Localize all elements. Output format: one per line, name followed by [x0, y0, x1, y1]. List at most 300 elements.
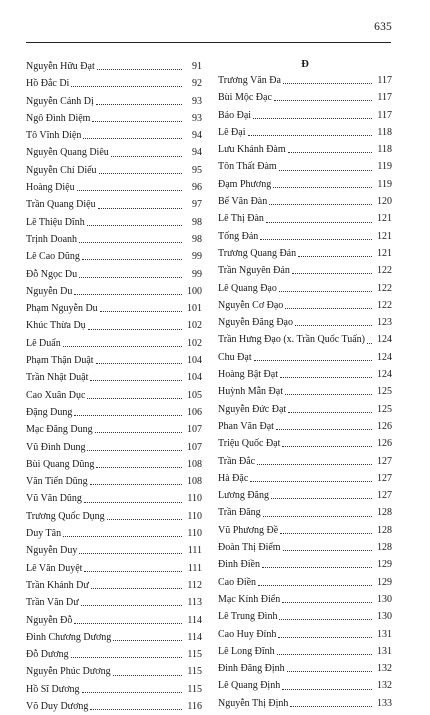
leader-dots: [282, 689, 372, 690]
leader-dots: [276, 429, 372, 430]
index-entry: [26, 369, 202, 386]
entry-name: Mạc Kính Điển: [218, 593, 281, 605]
index-entry: [26, 214, 202, 231]
leader-dots: [282, 446, 372, 447]
leader-dots: [91, 588, 182, 589]
entry-page-number: 104: [187, 355, 202, 367]
entry-page-number: 115: [187, 666, 202, 678]
section-letter-heading: Đ: [301, 59, 309, 70]
leader-dots: [88, 329, 182, 330]
leader-dots: [280, 533, 372, 534]
entry-page-number: 131: [377, 645, 392, 657]
entry-page-number: 121: [377, 230, 392, 242]
entry-page-number: 119: [377, 178, 392, 190]
leader-dots: [90, 380, 182, 381]
index-entry: [26, 58, 202, 75]
leader-dots: [288, 152, 372, 153]
entry-name: Trần Đăng: [218, 507, 261, 519]
entry-name: Lê Duẩn: [26, 337, 61, 349]
leader-dots: [277, 654, 372, 655]
entry-page-number: 106: [187, 406, 202, 418]
index-entry: [26, 663, 202, 680]
leader-dots: [285, 394, 372, 395]
entry-page-number: 131: [377, 628, 392, 640]
leader-dots: [113, 640, 182, 641]
index-entry: [218, 643, 392, 660]
entry-name: Trần Đắc: [218, 455, 256, 467]
index-entry: [26, 283, 202, 300]
entry-page-number: 102: [187, 320, 202, 332]
entry-page-number: 97: [192, 199, 202, 211]
entry-name: Lương Đăng: [218, 490, 269, 502]
index-entry: [26, 93, 202, 110]
index-entry: [26, 594, 202, 611]
entry-name: Tống Đản: [218, 230, 259, 242]
entry-name: Lê Quang Định: [218, 680, 281, 692]
entry-name: Huỳnh Mẫn Đạt: [218, 386, 283, 398]
leader-dots: [295, 325, 372, 326]
entry-name: Mạc Đăng Dung: [26, 424, 93, 436]
index-entry: [218, 228, 392, 245]
entry-page-number: 122: [377, 299, 392, 311]
leader-dots: [258, 585, 372, 586]
leader-dots: [263, 516, 372, 517]
index-entry: [26, 646, 202, 663]
leader-dots: [81, 605, 182, 606]
entry-page-number: 92: [192, 78, 202, 90]
entry-page-number: 127: [377, 490, 392, 502]
entry-name: Đinh Điền: [218, 559, 260, 571]
index-entry: [26, 490, 202, 507]
entry-page-number: 95: [192, 164, 202, 176]
entry-page-number: 111: [187, 545, 202, 557]
leader-dots: [262, 567, 372, 568]
entry-page-number: 107: [187, 424, 202, 436]
entry-name: Nguyễn Cơ Đạo: [218, 299, 284, 311]
leader-dots: [96, 363, 182, 364]
leader-dots: [74, 294, 182, 295]
entry-name: Bùi Quang Dũng: [26, 458, 95, 470]
entry-page-number: 91: [192, 61, 202, 72]
index-entry: [218, 539, 392, 556]
leader-dots: [100, 311, 182, 312]
index-entry: [218, 297, 392, 314]
index-entry: [218, 574, 392, 591]
leader-dots: [95, 432, 182, 433]
index-entry: [218, 193, 392, 210]
index-entry: [26, 439, 202, 456]
entry-name: Nguyễn Du: [26, 285, 73, 297]
entry-page-number: 129: [377, 559, 392, 571]
index-entry: [26, 404, 202, 421]
index-entry: [26, 144, 202, 161]
entry-name: Tô Vĩnh Diện: [26, 130, 82, 142]
entry-page-number: 121: [377, 213, 392, 225]
entry-page-number: 112: [187, 579, 202, 591]
leader-dots: [274, 100, 372, 101]
leader-dots: [83, 138, 182, 139]
index-entry: [26, 698, 202, 715]
entry-page-number: 94: [192, 147, 202, 159]
entry-page-number: 116: [187, 700, 202, 712]
entry-page-number: 99: [192, 268, 202, 280]
entry-page-number: 126: [377, 420, 392, 432]
entry-page-number: 124: [377, 369, 392, 381]
entry-page-number: 125: [377, 386, 392, 398]
entry-page-number: 117: [377, 109, 392, 121]
entry-page-number: 114: [187, 614, 202, 626]
index-entry: [218, 89, 392, 106]
entry-name: Chu Đạt: [218, 351, 252, 363]
entry-page-number: 126: [377, 438, 392, 450]
entry-page-number: 110: [187, 528, 202, 540]
index-entry: [218, 141, 392, 158]
entry-name: Võ Duy Dương: [26, 700, 89, 712]
leader-dots: [79, 553, 182, 554]
index-column-left: [26, 58, 202, 715]
entry-name: Trần Nhật Duật: [26, 372, 89, 384]
entry-name: Nguyễn Đỗ: [26, 614, 73, 626]
index-entry: [218, 366, 392, 383]
leader-dots: [260, 239, 372, 240]
leader-dots: [84, 502, 182, 503]
leader-dots: [82, 692, 183, 693]
entry-name: Nguyễn Chí Diểu: [26, 164, 97, 176]
entry-page-number: 124: [377, 351, 392, 363]
entry-page-number: 122: [377, 265, 392, 277]
entry-name: Bế Văn Đàn: [218, 196, 268, 208]
leader-dots: [90, 709, 182, 710]
leader-dots: [283, 550, 372, 551]
leader-dots: [298, 256, 372, 257]
leader-dots: [279, 619, 372, 620]
entry-page-number: 115: [187, 649, 202, 661]
leader-dots: [79, 242, 182, 243]
entry-page-number: 128: [377, 542, 392, 554]
entry-name: Đỗ Dương: [26, 649, 69, 661]
index-entry: [26, 75, 202, 92]
entry-name: Lê Quang Đạo: [218, 282, 277, 294]
leader-dots: [71, 657, 182, 658]
entry-name: Trương Quang Đản: [218, 247, 297, 259]
leader-dots: [285, 308, 372, 309]
index-entry: [26, 612, 202, 629]
entry-page-number: 110: [187, 493, 202, 505]
leader-dots: [111, 156, 182, 157]
entry-page-number: 130: [377, 593, 392, 605]
entry-name: Nguyễn Hữu Đạt: [26, 61, 95, 72]
index-entry: [218, 280, 392, 297]
index-entry: [218, 383, 392, 400]
entry-page-number: 108: [187, 476, 202, 488]
entry-page-number: 93: [192, 95, 202, 107]
entry-page-number: 113: [187, 597, 202, 609]
index-entry: [26, 525, 202, 542]
leader-dots: [99, 173, 182, 174]
index-entry: [218, 695, 392, 712]
entry-page-number: 96: [192, 182, 202, 194]
leader-dots: [79, 277, 182, 278]
leader-dots: [96, 467, 182, 468]
leader-dots: [71, 86, 182, 87]
leader-dots: [77, 190, 182, 191]
index-entry: [218, 470, 392, 487]
entry-name: Vũ Văn Dũng: [26, 493, 82, 505]
entry-name: Trần Khánh Dư: [26, 579, 89, 591]
entry-name: Lê Long Đĩnh: [218, 645, 275, 657]
index-entry: [26, 508, 202, 525]
leader-dots: [63, 536, 182, 537]
entry-page-number: 130: [377, 611, 392, 623]
index-entry: [218, 418, 392, 435]
entry-page-number: 104: [187, 372, 202, 384]
entry-name: Đỗ Ngọc Du: [26, 268, 78, 280]
entry-name: Tôn Thất Đàm: [218, 161, 277, 173]
index-entry: [218, 107, 392, 124]
entry-name: Lê Thiệu Dĩnh: [26, 216, 85, 228]
entry-page-number: 108: [187, 458, 202, 470]
index-entry: [218, 504, 392, 521]
entry-name: Cao Xuân Dục: [26, 389, 86, 401]
entry-name: Đoàn Thị Điểm: [218, 542, 281, 554]
index-entry: [26, 335, 202, 352]
entry-name: Vũ Đình Dung: [26, 441, 86, 453]
leader-dots: [278, 637, 372, 638]
index-entry: [218, 124, 392, 141]
index-entry: [26, 127, 202, 144]
leader-dots: [82, 259, 182, 260]
index-entry: [26, 387, 202, 404]
entry-name: Phạm Thận Duật: [26, 355, 94, 367]
entry-page-number: 114: [187, 631, 202, 643]
leader-dots: [273, 187, 372, 188]
leader-dots: [87, 398, 182, 399]
entry-page-number: 102: [187, 337, 202, 349]
leader-dots: [292, 273, 372, 274]
leader-dots: [84, 571, 182, 572]
entry-name: Bảo Đại: [218, 109, 252, 121]
leader-dots: [90, 484, 182, 485]
index-entry: [218, 158, 392, 175]
entry-name: Hồ Đắc Di: [26, 78, 70, 90]
entry-page-number: 125: [377, 403, 392, 415]
entry-page-number: 94: [192, 130, 202, 142]
entry-page-number: 117: [377, 92, 392, 104]
entry-name: Trương Quốc Dụng: [26, 510, 105, 522]
index-entry: [26, 162, 202, 179]
leader-dots: [87, 450, 182, 451]
leader-dots: [279, 170, 372, 171]
leader-dots: [254, 360, 372, 361]
index-entry: [26, 542, 202, 559]
leader-dots: [287, 671, 372, 672]
index-entry: [26, 317, 202, 334]
entry-name: Nguyễn Cảnh Dị: [26, 95, 94, 107]
leader-dots: [271, 498, 372, 499]
entry-page-number: 105: [187, 389, 202, 401]
entry-page-number: 132: [377, 680, 392, 692]
index-entry: [218, 660, 392, 677]
entry-page-number: 124: [377, 334, 392, 346]
index-entry: [26, 179, 202, 196]
index-entry: [26, 473, 202, 490]
entry-name: Trịnh Doanh: [26, 233, 78, 245]
entry-page-number: 123: [377, 317, 392, 329]
entry-page-number: 133: [377, 697, 392, 709]
entry-name: Nguyễn Đăng Đạo: [218, 317, 293, 329]
index-entry: [218, 314, 392, 331]
index-entry: [26, 560, 202, 577]
index-entry: [26, 352, 202, 369]
entry-name: Vũ Phương Đề: [218, 524, 279, 536]
leader-dots: [280, 377, 372, 378]
entry-name: Phạm Nguyễn Du: [26, 303, 98, 315]
leader-dots: [113, 675, 182, 676]
leader-dots: [98, 208, 182, 209]
index-entry: [26, 266, 202, 283]
index-entry: [26, 231, 202, 248]
entry-name: Nguyễn Đức Đạt: [218, 403, 287, 415]
leader-dots: [96, 104, 182, 105]
entry-name: Hoàng Bật Đạt: [218, 369, 278, 381]
leader-dots: [87, 225, 182, 226]
leader-dots: [266, 222, 372, 223]
index-entry: [26, 456, 202, 473]
leader-dots: [248, 135, 373, 136]
entry-name: Cao Điền: [218, 576, 257, 588]
index-entry: [26, 110, 202, 127]
index-entry: [218, 72, 392, 89]
leader-dots: [63, 346, 182, 347]
index-entry: [218, 435, 392, 452]
entry-page-number: 122: [377, 282, 392, 294]
entry-page-number: 128: [377, 524, 392, 536]
entry-name: Lê Thị Đàn: [218, 213, 264, 225]
entry-name: Hoàng Diệu: [26, 182, 75, 194]
entry-page-number: 101: [187, 303, 202, 315]
entry-name: Hồ Sĩ Dương: [26, 683, 80, 695]
leader-dots: [288, 412, 372, 413]
entry-name: Nguyễn Quang Diêu: [26, 147, 109, 159]
page-number: 635: [374, 21, 392, 33]
entry-page-number: 127: [377, 455, 392, 467]
index-entry: [26, 196, 202, 213]
entry-name: Trần Văn Dư: [26, 597, 79, 609]
entry-name: Hà Đặc: [218, 472, 249, 484]
index-entry: [218, 331, 392, 348]
entry-name: Duy Tân: [26, 528, 62, 540]
entry-page-number: 115: [187, 683, 202, 695]
index-entry: [218, 556, 392, 573]
leader-dots: [92, 121, 182, 122]
index-entry: [218, 626, 392, 643]
index-entry: [26, 629, 202, 646]
leader-dots: [74, 623, 182, 624]
entry-name: Đinh Chương Dương: [26, 631, 112, 643]
entry-page-number: 118: [377, 126, 392, 138]
entry-name: Trần Quang Diệu: [26, 199, 96, 211]
index-entry: [26, 300, 202, 317]
entry-name: Lê Văn Duyệt: [26, 562, 83, 574]
index-entry: [26, 421, 202, 438]
leader-dots: [279, 291, 372, 292]
index-entry: [218, 591, 392, 608]
entry-page-number: 98: [192, 233, 202, 245]
entry-name: Lê Cao Dũng: [26, 251, 80, 263]
leader-dots: [367, 343, 372, 344]
entry-name: Đặng Dung: [26, 406, 73, 418]
index-entry: [218, 522, 392, 539]
leader-dots: [253, 118, 372, 119]
entry-name: Khúc Thừa Dụ: [26, 320, 86, 332]
index-entry: [218, 487, 392, 504]
entry-name: Ngô Đình Diệm: [26, 112, 91, 124]
entry-page-number: 111: [187, 562, 202, 574]
entry-name: Triệu Quốc Đạt: [218, 438, 281, 450]
entry-name: Nguyễn Thị Định: [218, 697, 289, 709]
index-entry: [26, 577, 202, 594]
leader-dots: [250, 481, 372, 482]
entry-name: Lê Đại: [218, 126, 246, 138]
entry-name: Đạm Phương: [218, 178, 272, 190]
leader-dots: [107, 519, 182, 520]
entry-page-number: 120: [377, 196, 392, 208]
entry-page-number: 127: [377, 472, 392, 484]
entry-name: Đinh Đăng Định: [218, 663, 285, 675]
entry-page-number: 107: [187, 441, 202, 453]
leader-dots: [283, 83, 372, 84]
entry-page-number: 132: [377, 663, 392, 675]
index-entry: [218, 210, 392, 227]
index-entry: [218, 349, 392, 366]
entry-name: Lê Trung Đình: [218, 611, 278, 623]
index-entry: [218, 453, 392, 470]
entry-page-number: 118: [377, 144, 392, 156]
index-entry: [218, 262, 392, 279]
leader-dots: [290, 706, 372, 707]
entry-page-number: 128: [377, 507, 392, 519]
entry-page-number: 119: [377, 161, 392, 173]
entry-name: Văn Tiến Dũng: [26, 476, 88, 488]
entry-name: Nguyễn Phúc Dương: [26, 666, 111, 678]
leader-dots: [269, 204, 372, 205]
index-entry: [218, 401, 392, 418]
entry-name: Trương Văn Đa: [218, 75, 281, 86]
entry-name: Bùi Mộc Đạc: [218, 92, 272, 104]
entry-page-number: 129: [377, 576, 392, 588]
entry-page-number: 117: [377, 75, 392, 86]
entry-name: Phan Văn Đạt: [218, 420, 274, 432]
leader-dots: [257, 464, 372, 465]
entry-page-number: 100: [187, 285, 202, 297]
entry-name: Trần Hưng Đạo (x. Trần Quốc Tuấn): [218, 334, 366, 346]
entry-name: Trần Nguyên Đán: [218, 265, 290, 277]
index-entry: [218, 176, 392, 193]
entry-name: Nguyễn Duy: [26, 545, 78, 557]
entry-page-number: 93: [192, 112, 202, 124]
index-entry: [218, 677, 392, 694]
index-column-right: [218, 58, 392, 712]
header-rule: [26, 42, 391, 43]
entry-page-number: 99: [192, 251, 202, 263]
leader-dots: [282, 602, 372, 603]
index-entry: [218, 608, 392, 625]
index-entry: [26, 681, 202, 698]
entry-page-number: 121: [377, 247, 392, 259]
index-entry: [218, 245, 392, 262]
entry-page-number: 98: [192, 216, 202, 228]
leader-dots: [97, 69, 182, 70]
